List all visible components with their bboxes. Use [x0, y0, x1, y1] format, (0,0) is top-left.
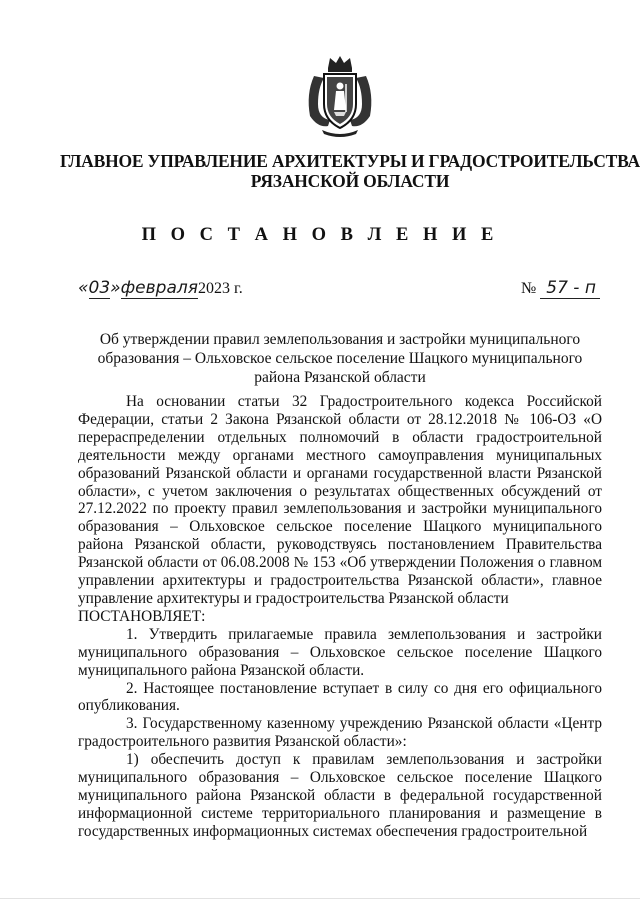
date-quote-close: »: [110, 278, 121, 298]
ryazan-coat-of-arms-icon: [300, 54, 380, 138]
item-3-1-paragraph: 1) обеспечить доступ к правилам землепользования и застройки муниципального образования – Ольховское сельское поселение Шацкого муниципального района Рязанской области в федеральной государственной информационной системе территориального планирования и размещение в государственных информационных системах обеспечения градостроительной: [78, 751, 602, 840]
item-2-paragraph: 2. Настоящее постановление вступает в силу со дня его официального опубликования.: [78, 679, 602, 715]
document-date: [78, 278, 243, 298]
organization-name-line1: ГЛАВНОЕ УПРАВЛЕНИЕ АРХИТЕКТУРЫ И ГРАДОСТРОИТЕЛЬСТВА: [60, 151, 640, 171]
item-3-paragraph: 3. Государственному казенному учреждению Рязанской области «Центр градостроительного развития Рязанской области»:: [78, 715, 602, 751]
decree-word: ПОСТАНОВЛЯЕТ:: [78, 607, 206, 625]
date-year: 2023 г.: [197, 280, 243, 297]
document-body: [78, 393, 602, 841]
number-label: №: [521, 280, 537, 297]
item-1-paragraph: 1. Утвердить прилагаемые правила землепользования и застройки муниципального образования – Ольховское сельское поселение Шацкого муниципального района Рязанской области.: [78, 625, 602, 679]
document-subject: Об утверждении правил землепользования и застройки муниципального образования – Ольховское сельское поселение Шацкого муниципального района Рязанской области: [97, 331, 583, 386]
number-value: 57 - п: [540, 278, 600, 299]
organization-name-line2: РЯЗАНСКОЙ ОБЛАСТИ: [250, 171, 450, 191]
preamble-paragraph: На основании статьи 32 Градостроительного кодекса Российской Федерации, статьи 2 Закона Рязанской области от 28.12.2018 № 106-ОЗ «О перераспределении отдельных полномочий в области градостроительной деятельности между органами местного самоуправления муниципальных образований Рязанской области и органами государственной власти Рязанской области», с учетом заключения о результатах общественных обсуждений от 27.12.2022 по проекту правил землепользования и застройки муниципального образования – Ольховское сельское поселение Шацкого муниципального района Рязанской области, руководствуясь постановлением Правительства Рязанской области от 06.08.2008 № 153 «Об утверждении Положения о главном управлении архитектуры и градостроительства Рязанской области», главное управление архитектуры и градостроительства Рязанской области: [78, 393, 602, 607]
date-quote-open: «: [78, 278, 89, 298]
document-type-title: П О С Т А Н О В Л Е Н И Е: [141, 225, 499, 245]
date-day: 03: [88, 278, 111, 298]
date-month: февраля: [120, 278, 198, 298]
page-bottom-edge: [0, 898, 640, 899]
document-number: [521, 278, 600, 299]
